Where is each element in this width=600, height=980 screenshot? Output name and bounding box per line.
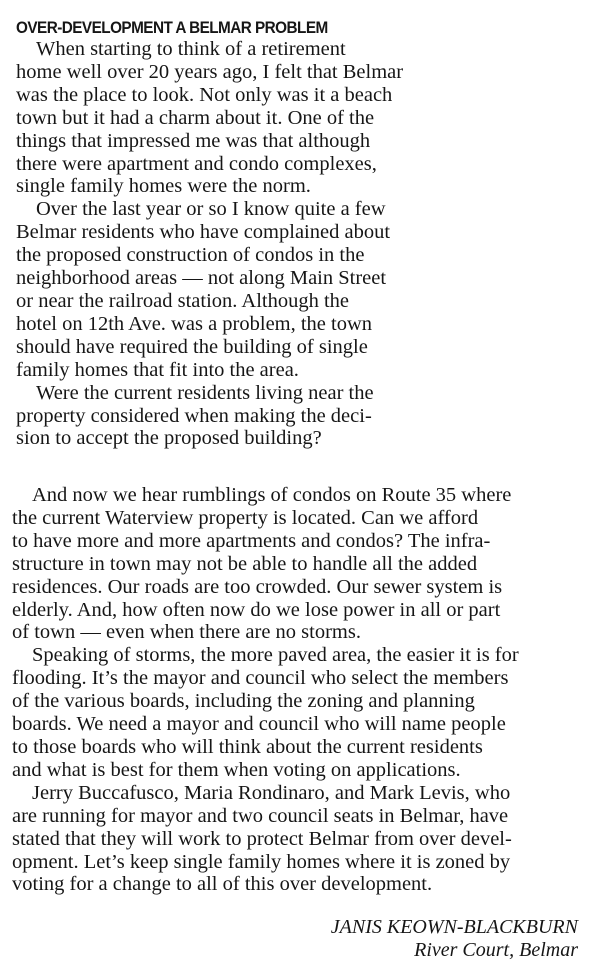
letter-signature bbox=[331, 916, 578, 962]
text-line: hotel on 12th Ave. was a problem, the town bbox=[16, 312, 373, 335]
text-line: boards. We need a mayor and council who will name people bbox=[12, 713, 506, 736]
letter-body-top bbox=[16, 38, 456, 450]
text-line: are running for mayor and two council seats in Belmar, have bbox=[12, 804, 509, 827]
text-line: and what is best for them when voting on applications. bbox=[12, 758, 461, 781]
text-line: elderly. And, how often now do we lose power in all or part bbox=[12, 598, 501, 621]
text-line: And now we hear rumblings of condos on Route 35 where bbox=[32, 484, 512, 506]
text-line: voting for a change to all of this over development. bbox=[12, 873, 433, 896]
text-line: flooding. It’s the mayor and council who select the members bbox=[12, 667, 509, 690]
text-line: When starting to think of a retirement bbox=[36, 38, 346, 60]
text-line: was the place to look. Not only was it a beach bbox=[16, 83, 393, 106]
text-line: or near the railroad station. Although the bbox=[16, 289, 350, 312]
text-line: of town — even when there are no storms. bbox=[12, 621, 361, 644]
text-line: Speaking of storms, the more paved area, the easier it is for bbox=[32, 644, 519, 667]
author-location: River Court, Belmar bbox=[414, 939, 578, 961]
text-line: home well over 20 years ago, I felt that Belmar bbox=[16, 60, 404, 83]
text-line: sion to accept the proposed building? bbox=[16, 427, 322, 450]
letter-headline: OVER-DEVELOPMENT A BELMAR PROBLEM bbox=[16, 18, 328, 37]
text-line: Jerry Buccafusco, Maria Rondinaro, and Mark Levis, who bbox=[32, 781, 511, 804]
text-line: opment. Let’s keep single family homes where it is zoned by bbox=[12, 850, 511, 873]
text-line: family homes that fit into the area. bbox=[16, 358, 299, 381]
text-line: to have more and more apartments and condos? The infra- bbox=[12, 529, 491, 552]
text-line: neighborhood areas — not along Main Street bbox=[16, 267, 387, 290]
text-line: of the various boards, including the zoning and planning bbox=[12, 690, 475, 713]
text-line: single family homes were the norm. bbox=[16, 175, 311, 198]
text-line: Belmar residents who have complained about bbox=[16, 221, 391, 244]
author-name: JANIS KEOWN-BLACKBURN bbox=[330, 916, 578, 938]
text-line: Were the current residents living near the bbox=[36, 381, 374, 404]
text-line: to those boards who will think about the current residents bbox=[12, 735, 483, 758]
text-line: property considered when making the deci- bbox=[16, 404, 372, 427]
text-line: residences. Our roads are too crowded. Our sewer system is bbox=[12, 575, 503, 598]
text-line: the current Waterview property is located. Can we afford bbox=[12, 506, 479, 529]
text-line: things that impressed me was that although bbox=[16, 129, 371, 152]
text-line: the proposed construction of condos in the bbox=[16, 244, 365, 267]
text-line: Over the last year or so I know quite a few bbox=[36, 198, 386, 221]
text-line: stated that they will work to protect Belmar from over devel- bbox=[12, 827, 512, 850]
letter-body-bottom bbox=[12, 484, 592, 896]
text-line: should have required the building of single bbox=[16, 335, 368, 358]
text-line: there were apartment and condo complexes, bbox=[16, 152, 377, 175]
text-line: town but it had a charm about it. One of the bbox=[16, 106, 375, 129]
text-line: structure in town may not be able to handle all the added bbox=[12, 552, 478, 575]
